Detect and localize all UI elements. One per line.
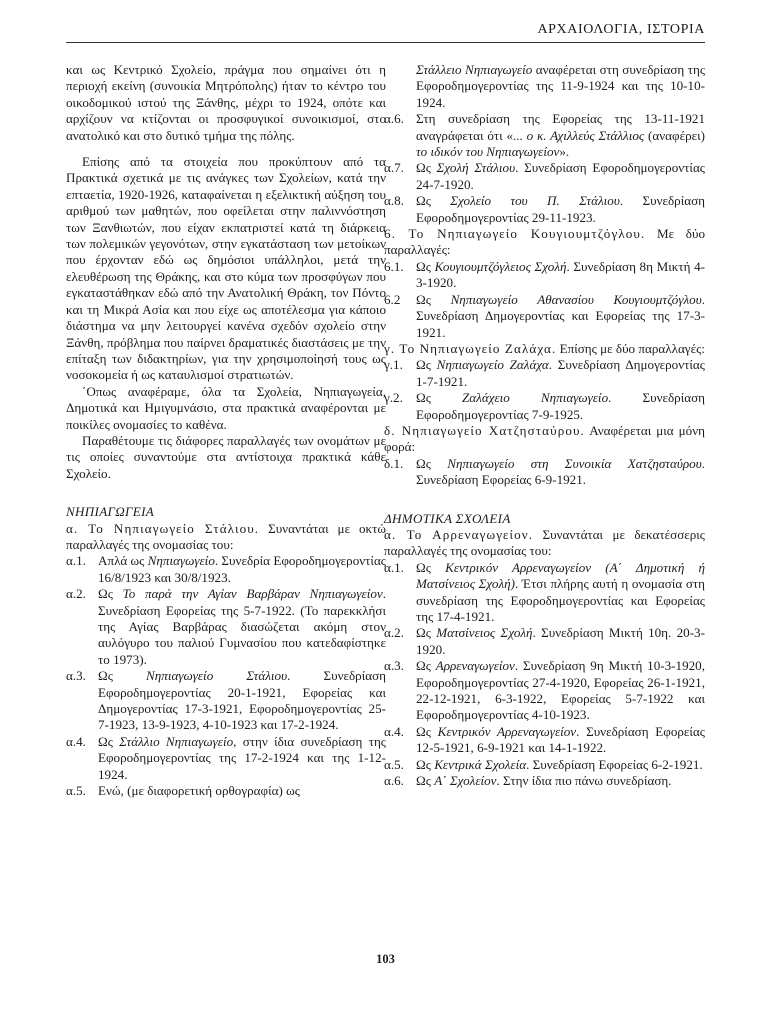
running-header: ΑΡΧΑΙΟΛΟΓΙΑ, ΙΣΤΟΡΙΑ	[66, 22, 705, 43]
subsection-intro-stalios: α. Το Νηπιαγωγείο Στάλιου. Συναντάται με οκτώ παραλλαγές της ονομασίας του:	[66, 520, 386, 552]
paragraph-continuation: και ως Κεντρικό Σχολείο, πράγμα που σημαίνει ότι η περιοχή εκείνη (συνοικία Μητρόπολης) ήταν το κέντρο του οικοδομικού ιστού της Ξάνθης, μέχρι το 1924, οπότε και αρχίζουν να κτίζονται οι προσφυγικοί συνοικισμοί, στο ανατολικό και στο δυτικό τμήμα της πόλης.	[66, 62, 386, 143]
list-item: 6.1. Ως Κουγιουμτζόγλειος Σχολή. Συνεδρίαση 8η Μικτή 4-3-1920.	[384, 258, 705, 291]
paragraph-practices: Επίσης από τα στοιχεία που προκύπτουν από τα Πρακτικά σχετικά με τις ανάγκες των Σχολείων, κατά την επταετία, 1920-1926, καταφαίνεται η εξελικτική αύξηση του αριθμού των μαθητών, που οφείλεται στην παλιννόστηση των Ξανθιωτών, που είχαν εκπατριστεί κατά τη διάρκεια των πολεμικών γεγονότων, στην εγκατάσταση των μετοίκων που έρχονταν εδώ ως δημόσιοι υπάλληλοι, μετά την ελευθέρωση της Θράκης, και στο κύμα των προσφύγων που εγκαταστάθηκαν εδώ από την Ανατολική Θράκη, τον Πόντο και τη Μικρά Ασία και που είχε ως αποτέλεσμα για κάποιο διάστημα να μην λειτουργεί κανένα σχεδόν σχολείο στην Ξάνθη, πρόβλημα που παίρνει δραματικές διαστάσεις με την επίταξη των διδακτηρίων, για την χρησιμοποίησή τους ως νοσοκομεία ή ως καταυλισμοί στρατιωτών.	[66, 154, 386, 383]
subsection-intro-chatzistavrou: δ. Νηπιαγωγείο Χατζησταύρου. Αναφέρεται μια μόνη φορά:	[384, 422, 705, 455]
list-item-continuation: Στάλλειο Νηπιαγωγείο αναφέρεται στη συνεδρίαση της Εφοροδημογεροντίας της 11-9-1924 και της 10-10-1924.	[416, 62, 705, 110]
section-heading-primary-schools: ΔΗΜΟΤΙΚΑ ΣΧΟΛΕΙΑ	[384, 510, 511, 526]
paragraph-variants: Παραθέτουμε τις διάφορες παραλλαγές των ονομάτων με τις οποίες συναντούμε στα αντίστοιχα πρακτικά κάθε Σχολείο.	[66, 432, 386, 481]
list-item: α.4. Ως Στάλλιο Νηπιαγωγείο, στην ίδια συνεδρίαση της Εφοροδημογεροντίας της 17-2-1924 και της 1-12-1924.	[66, 733, 386, 782]
list-item: α.5. Ενώ, (με διαφορετική ορθογραφία) ως	[66, 783, 300, 799]
list-item: γ.2. Ως Ζαλάχειο Νηπιαγωγείο. Συνεδρίαση Εφοροδημογεροντίας 7-9-1925.	[384, 390, 705, 422]
list-item: α.2. Ως Το παρά την Αγίαν Βαρβάραν Νηπιαγωγείον. Συνεδρίαση Εφορείας της 5-7-1922. (Το παρεκκλήσι της Αγίας Βαρβάρας διασώζεται ακόμη στον αυλόγυρο του παλιού Γυμνασίου που κατεδαφίστηκε το 1973).	[66, 586, 386, 667]
subsection-intro-kouyioumtzoglou: 6. Το Νηπιαγωγείο Κουγιουμτζόγλου. Με δύο παραλλαγές:	[384, 226, 705, 258]
list-item: α.6. Στη συνεδρίαση της Εφορείας της 13-11-1921 αναγράφεται ότι «... ο κ. Αχιλλεύς Στάλλιος (αναφέρει) το ιδικόν του Νηπιαγωγείον».	[384, 111, 705, 160]
list-item: γ.1. Ως Νηπιαγωγείο Ζαλάχα. Συνεδρίαση Δημογεροντίας 1-7-1921.	[384, 357, 705, 389]
subsection-intro-arrenagogeion: α. Το Αρρεναγωγείον. Συναντάται με δεκατέσσερις παραλλαγές της ονομασίας του:	[384, 526, 705, 559]
list-item: α.6. Ως Α΄ Σχολείον. Στην ίδια πιο πάνω συνεδρίαση.	[384, 773, 672, 789]
subsection-intro-zalacha: γ. Το Νηπιαγωγείο Ζαλάχα. Επίσης με δύο παραλλαγές:	[384, 340, 705, 356]
list-item: α.4. Ως Κεντρικόν Αρρεναγωγείον. Συνεδρίαση Εφορείας 12-5-1921, 6-9-1921 και 14-1-1922.	[384, 723, 705, 756]
list-item: α.3. Ως Νηπιαγωγείο Στάλιου. Συνεδρίαση Εφοροδημογεροντίας 20-1-1921, Εφορείας και Δημογεροντίας 17-3-1921, Εφοροδημογεροντίας 25-7-1923, 13-9-1923, 4-10-1923 και 17-2-1924.	[66, 668, 386, 733]
list-item: δ.1. Ως Νηπιαγωγείο στη Συνοικία Χατζησταύρου. Συνεδρίαση Εφορείας 6-9-1921.	[384, 455, 705, 488]
list-item: α.2. Ως Ματσίνειος Σχολή. Συνεδρίαση Μικτή 10η. 20-3-1920.	[384, 625, 705, 657]
section-heading-kindergartens: ΝΗΠΙΑΓΩΓΕΙΑ	[66, 504, 155, 520]
left-column	[66, 62, 386, 799]
paragraph-names: ΄Οπως αναφέραμε, όλα τα Σχολεία, Νηπιαγωγεία, Δημοτικά και Ημιγυμνάσιο, στα πρακτικά αναφέρονται με ποικίλες ονομασίες το καθένα.	[66, 383, 386, 432]
list-item: α.1. Ως Κεντρικόν Αρρεναγωγείον (Α΄ Δημοτική ή Ματσίνειος Σχολή). Έτσι πλήρης αυτή η ονομασία στη συνεδρίαση της Εφοροδημογεροντίας και Εφορείας της 17-4-1921.	[384, 559, 705, 624]
page-number: 103	[376, 952, 395, 966]
list-item: α.5. Ως Κεντρικά Σχολεία. Συνεδρίαση Εφορείας 6-2-1921.	[384, 756, 703, 772]
list-item: α.7. Ως Σχολή Στάλιου. Συνεδρίαση Εφοροδημογεροντίας 24-7-1920.	[384, 160, 705, 192]
list-item: α.3. Ως Αρρεναγωγείον. Συνεδρίαση 9η Μικτή 10-3-1920, Εφοροδημογεροντίας 27-4-1920, Εφορείας 26-1-1921, 22-12-1921, 6-3-1922, Εφορείας 5-7-1922 και Εφοροδημογεροντίας 4-10-1923.	[384, 658, 705, 723]
right-column	[384, 62, 705, 789]
list-item: α.1. Απλά ως Νηπιαγωγείο. Συνεδρία Εφοροδημογεροντίας 16/8/1923 και 30/8/1923.	[66, 553, 386, 585]
list-item: 6.2 Ως Νηπιαγωγείο Αθανασίου Κουγιουμτζόγλου. Συνεδρίαση Δημογεροντίας και Εφορείας της 17-3-1921.	[384, 291, 705, 340]
list-item: α.8. Ως Σχολείο του Π. Στάλιου. Συνεδρίαση Εφοροδημογεροντίας 29-11-1923.	[384, 193, 705, 225]
